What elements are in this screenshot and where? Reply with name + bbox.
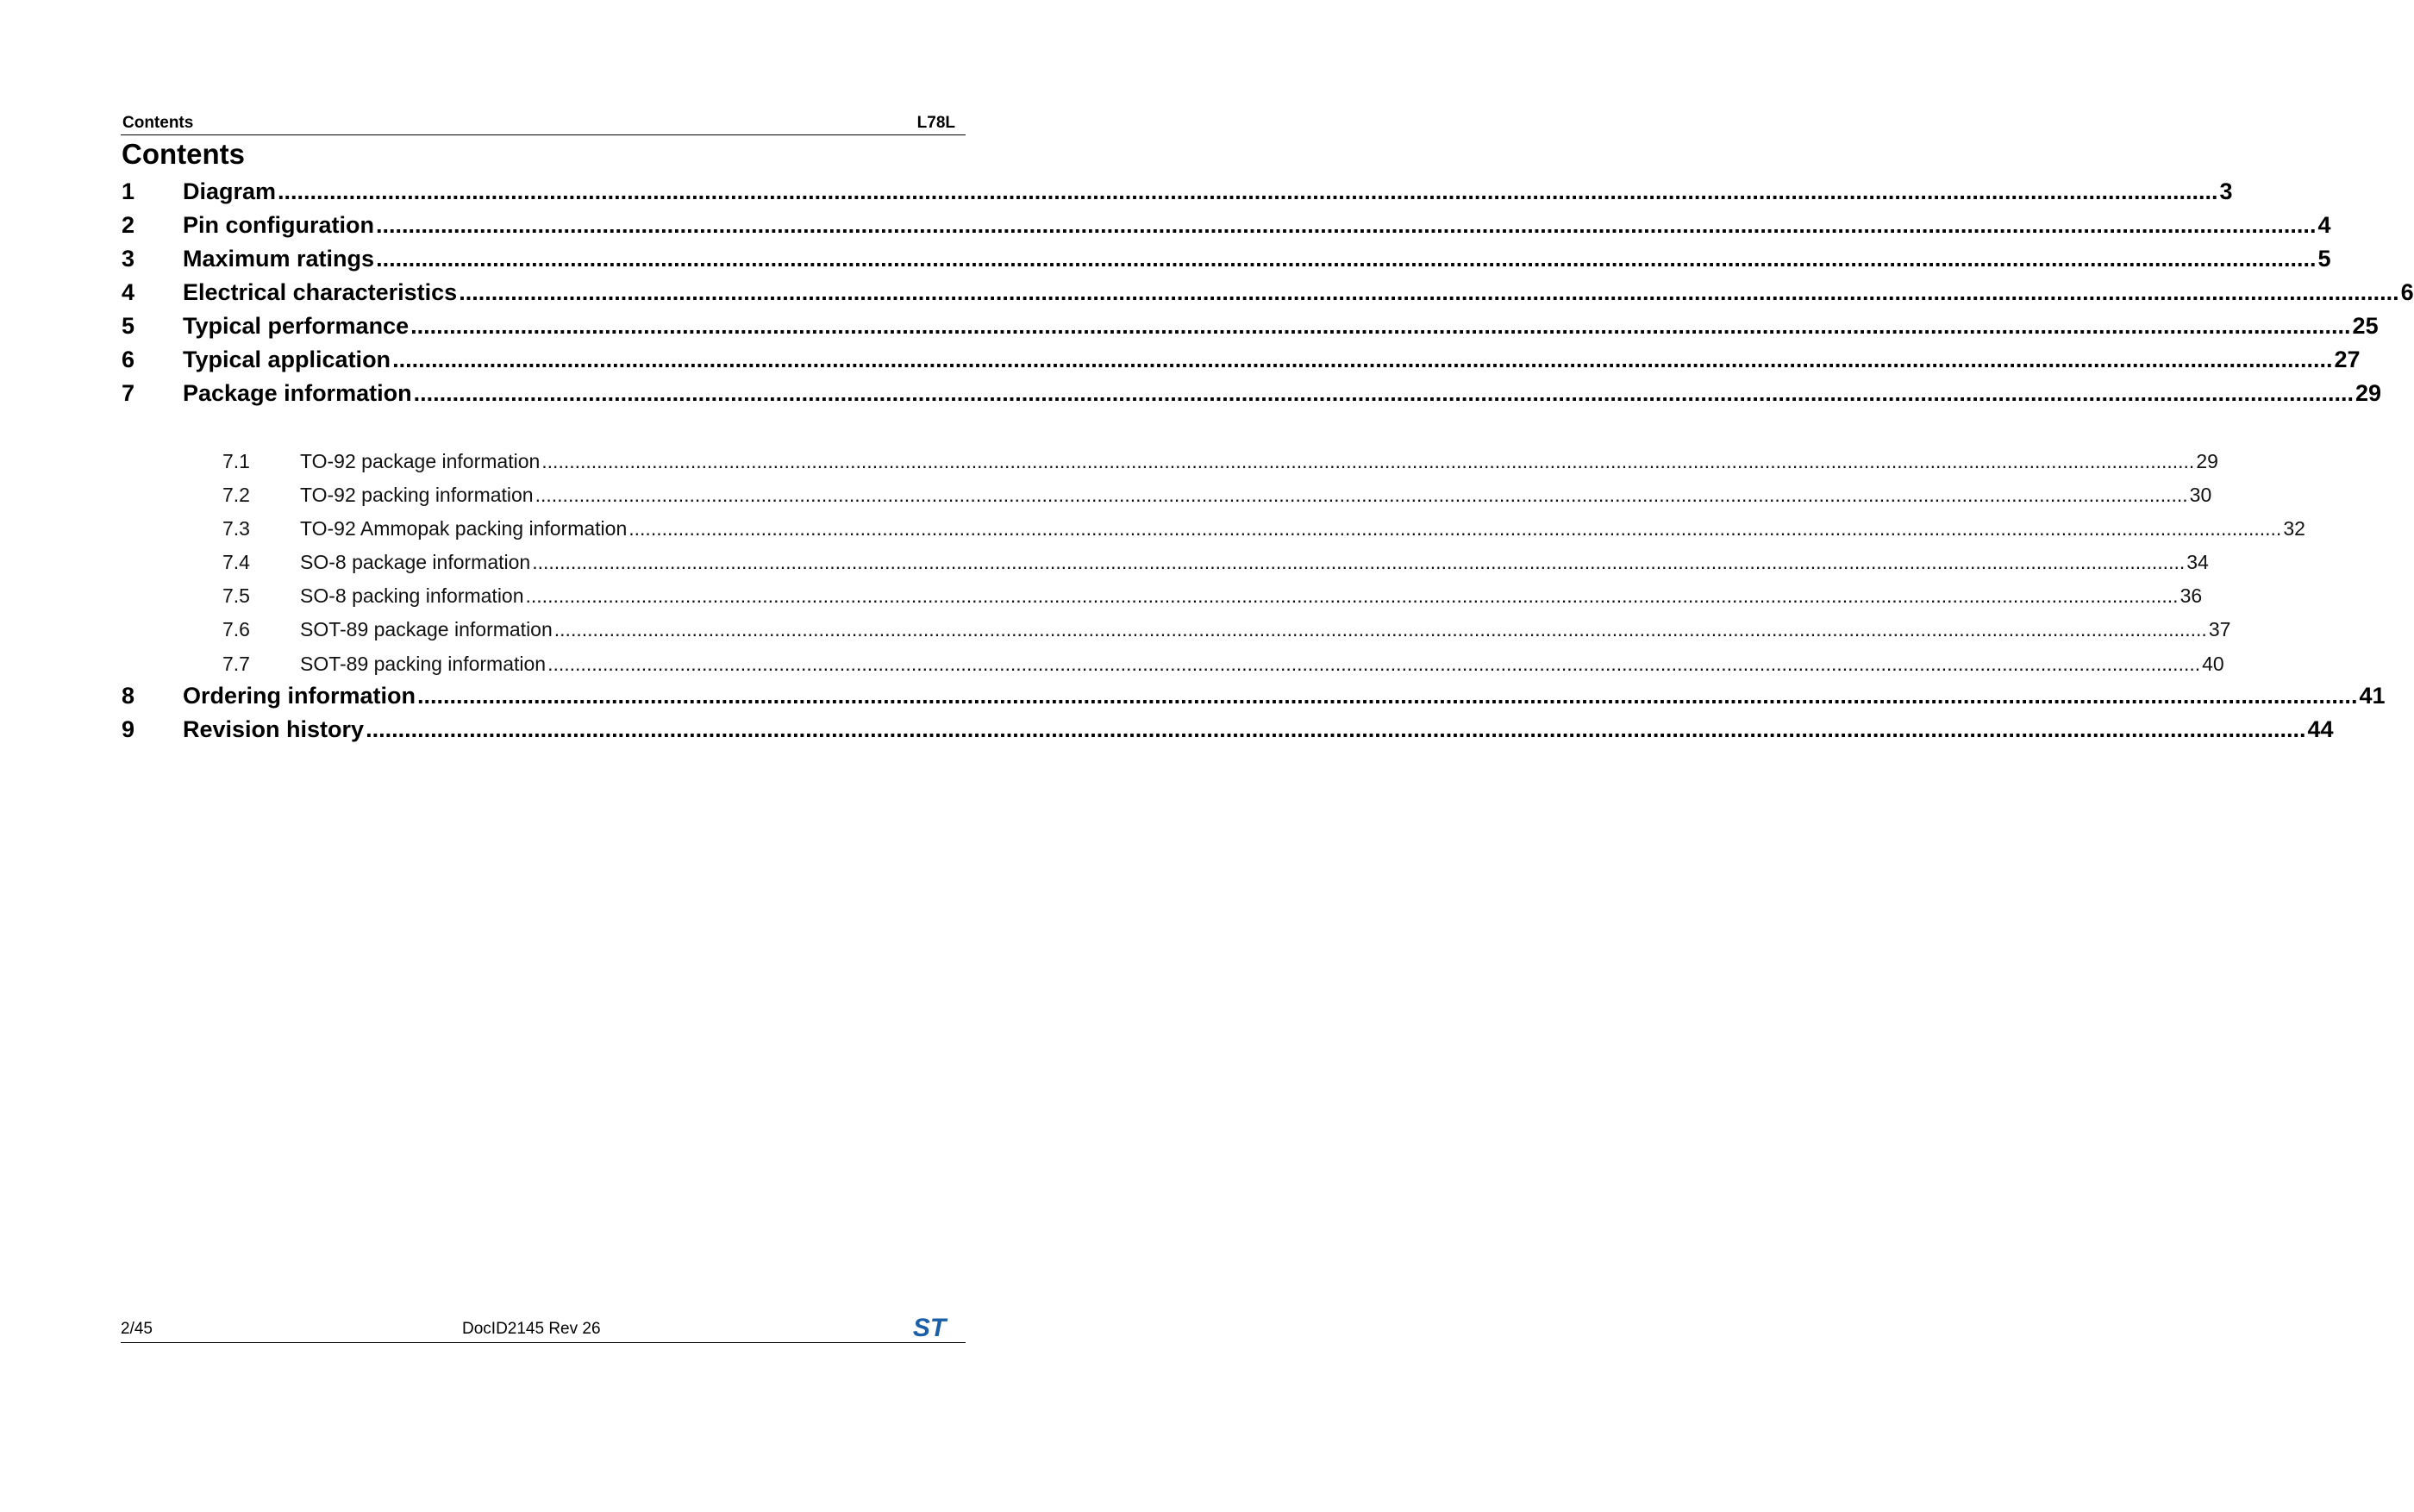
toc-entry-number: 6: [122, 347, 135, 372]
toc-leader-dots: ............................................................................................................................................................................................................................................................................................................: [541, 450, 2195, 472]
toc-entry-label: Package information: [183, 380, 412, 406]
toc-entry[interactable]: [121, 178, 2233, 216]
toc-leader-dots: ............................................................................................................................................................................................................................................................................................................: [410, 313, 2351, 339]
toc-entry-label: Electrical characteristics: [183, 279, 458, 305]
toc-leader-dots: ............................................................................................................................................................................................................................................................................................................: [535, 484, 2188, 506]
toc-entry[interactable]: [121, 313, 2379, 351]
toc-subentry[interactable]: [121, 584, 2203, 618]
toc-entry-label: Maximum ratings: [183, 246, 375, 272]
toc-entry-label: SOT-89 packing information: [300, 653, 547, 675]
toc-entry-number: 7.4: [222, 551, 250, 573]
toc-subentry[interactable]: [121, 551, 2209, 584]
toc-entry[interactable]: [121, 683, 2386, 721]
toc-entry-label: TO-92 Ammopak packing information: [300, 517, 628, 540]
toc-entry-label: Pin configuration: [183, 212, 374, 238]
toc-entry-number: 7.1: [222, 450, 250, 472]
toc-entry[interactable]: [121, 212, 2331, 250]
toc-entry-label: TO-92 package information: [300, 450, 541, 472]
toc-entry-page: 40: [2202, 653, 2224, 675]
toc-leader-dots: ............................................................................................................................................................................................................................................................................................................: [459, 279, 2399, 305]
toc-leader-dots: ............................................................................................................................................................................................................................................................................................................: [376, 212, 2317, 238]
toc-entry-page: 29: [2196, 450, 2218, 472]
toc-leader-dots: ............................................................................................................................................................................................................................................................................................................: [525, 584, 2179, 607]
toc-entry-number: 2: [122, 212, 135, 238]
toc-entry-number: 5: [122, 313, 135, 339]
toc-subentry[interactable]: [121, 450, 2218, 484]
toc-entry-page: 6: [2400, 279, 2414, 305]
toc-entry-label: Ordering information: [183, 683, 416, 709]
toc-entry-number: 7.5: [222, 584, 250, 607]
toc-entry-number: 7.6: [222, 618, 250, 640]
toc-entry-page: 36: [2179, 584, 2203, 607]
toc-leader-dots: ............................................................................................................................................................................................................................................................................................................: [392, 347, 2333, 372]
toc-leader-dots: ............................................................................................................................................................................................................................................................................................................: [366, 716, 2306, 742]
toc-entry-page: 44: [2307, 716, 2334, 742]
toc-subentry[interactable]: [121, 517, 2305, 551]
toc-entry-number: 7.3: [222, 517, 250, 540]
page-header: [121, 112, 966, 135]
footer-page-number: 2/45: [121, 1320, 153, 1338]
toc-entry-label: SO-8 package information: [300, 551, 531, 573]
toc-entry-number: 4: [122, 279, 135, 305]
toc-entry-page: 4: [2317, 212, 2331, 238]
toc-leader-dots: ............................................................................................................................................................................................................................................................................................................: [532, 551, 2186, 573]
toc-entry-page: 30: [2189, 484, 2212, 506]
st-logo-text: ST: [912, 1314, 947, 1342]
toc-entry-page: 29: [2355, 380, 2382, 406]
toc-entry-number: 7.7: [222, 653, 250, 675]
toc-entry-number: 1: [122, 178, 135, 204]
toc-entry-page: 41: [2359, 683, 2386, 709]
toc-entry-page: 34: [2186, 551, 2209, 573]
toc-entry-page: 27: [2334, 347, 2361, 372]
toc-entry-number: 7: [122, 380, 135, 406]
toc-subentry[interactable]: [121, 618, 2231, 652]
toc-entry-label: TO-92 packing information: [300, 484, 534, 506]
toc-entry-label: Typical application: [183, 347, 391, 372]
toc-entry-number: 7.2: [222, 484, 250, 506]
header-section-label: Contents: [122, 114, 194, 132]
toc-entry-number: 9: [122, 716, 135, 742]
toc-leader-dots: ............................................................................................................................................................................................................................................................................................................: [547, 653, 2201, 675]
toc-leader-dots: ............................................................................................................................................................................................................................................................................................................: [413, 380, 2355, 406]
toc-entry[interactable]: [121, 246, 2331, 284]
toc-leader-dots: ............................................................................................................................................................................................................................................................................................................: [629, 517, 2282, 540]
toc-entry[interactable]: [121, 347, 2361, 384]
toc-entry-label: Revision history: [183, 716, 365, 742]
toc-entry-label: SO-8 packing information: [300, 584, 524, 607]
toc-entry-label: Diagram: [183, 178, 277, 204]
footer-doc-id: DocID2145 Rev 26: [462, 1320, 601, 1338]
toc-entry-number: 8: [122, 683, 135, 709]
page-footer: [121, 1314, 966, 1343]
toc-entry[interactable]: [121, 716, 2334, 754]
toc-entry-label: SOT-89 package information: [300, 618, 553, 640]
toc-entry-number: 3: [122, 246, 135, 272]
toc-entry-page: 32: [2283, 517, 2305, 540]
toc-entry-page: 3: [2219, 178, 2233, 204]
st-logo-icon: [904, 1313, 955, 1340]
toc-leader-dots: ............................................................................................................................................................................................................................................................................................................: [417, 683, 2358, 709]
toc-leader-dots: ............................................................................................................................................................................................................................................................................................................: [376, 246, 2317, 272]
toc-leader-dots: ............................................................................................................................................................................................................................................................................................................: [278, 178, 2218, 204]
toc-entry[interactable]: [121, 380, 2382, 418]
toc-entry[interactable]: [121, 279, 2414, 317]
toc-subentry[interactable]: [121, 484, 2212, 517]
toc-entry-page: 37: [2208, 618, 2231, 640]
page-title: Contents: [122, 138, 245, 170]
toc-subentry[interactable]: [121, 653, 2224, 686]
toc-entry-page: 25: [2352, 313, 2379, 339]
toc-entry-page: 5: [2317, 246, 2331, 272]
toc-entry-label: Typical performance: [183, 313, 410, 339]
header-product-label: L78L: [916, 114, 955, 132]
toc-leader-dots: ............................................................................................................................................................................................................................................................................................................: [553, 618, 2207, 640]
